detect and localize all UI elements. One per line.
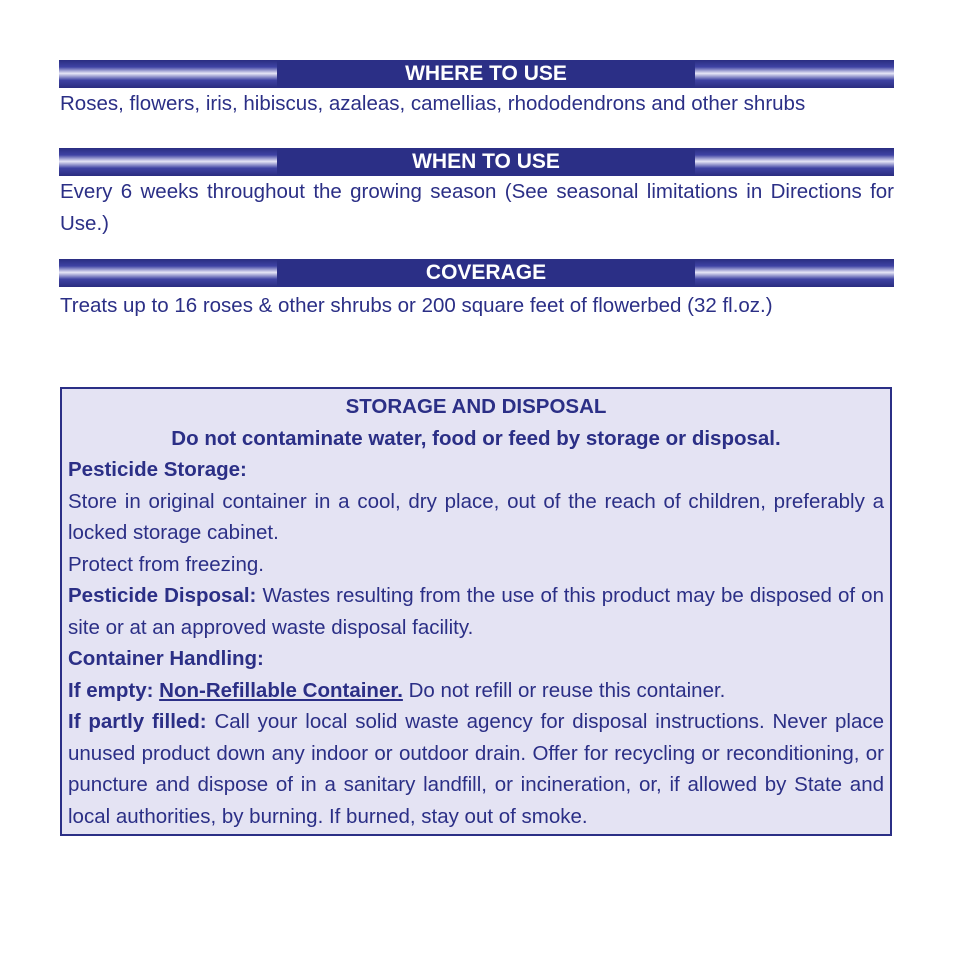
pesticide-storage-text: Store in original container in a cool, dry place, out of the reach of children, preferably a locked storage cabinet. [68,489,884,544]
if-partly-text: Call your local solid waste agency for disposal instructions. Never place unused product down any indoor or outdoor drain. Offer for recycling or reconditioning, or puncture and dispose of in a sanitary landfill, or incineration, or, if allowed by State and local authorities, by burning. If burned, stay out of smoke. [68,710,884,828]
where-to-use-text: Roses, flowers, iris, hibiscus, azaleas, camellias, rhododendrons and other shrubs [60,92,806,115]
pesticide-disposal-label: Pesticide Disposal: [68,584,257,607]
pesticide-storage-label: Pesticide Storage: [68,458,247,481]
freezing-text: Protect from freezing. [68,552,264,576]
storage-title: STORAGE AND DISPOSAL [345,395,607,418]
container-handling-label: Container Handling: [68,647,264,670]
if-partly-paragraph [68,706,884,832]
if-empty-paragraph [68,675,884,707]
when-to-use-text: Every 6 weeks throughout the growing season (See seasonal limitations in Directions for Use.) [60,180,894,235]
coverage-text: Treats up to 16 roses & other shrubs or 200 square feet of flowerbed (32 fl.oz.) [60,294,773,317]
storage-warning: Do not contaminate water, food or feed by storage or disposal. [171,426,781,450]
coverage-heading: COVERAGE [277,259,695,287]
pesticide-disposal-text: Wastes resulting from the use of this product may be disposed of on site or at an approved waste disposal facility. [68,584,884,639]
if-empty-label: If empty: [68,678,154,702]
if-empty-text: Do not refill or reuse this container. [408,678,726,702]
when-to-use-header-band [59,148,894,176]
when-to-use-heading: WHEN TO USE [277,148,695,176]
coverage-header-band [59,259,894,287]
non-refillable-label: Non-Refillable Container. [159,678,403,702]
where-to-use-heading: WHERE TO USE [277,60,695,88]
pesticide-disposal-paragraph [68,580,884,643]
storage-disposal-box [60,387,892,836]
if-partly-label: If partly filled: [68,710,207,733]
where-to-use-header-band [59,60,894,88]
